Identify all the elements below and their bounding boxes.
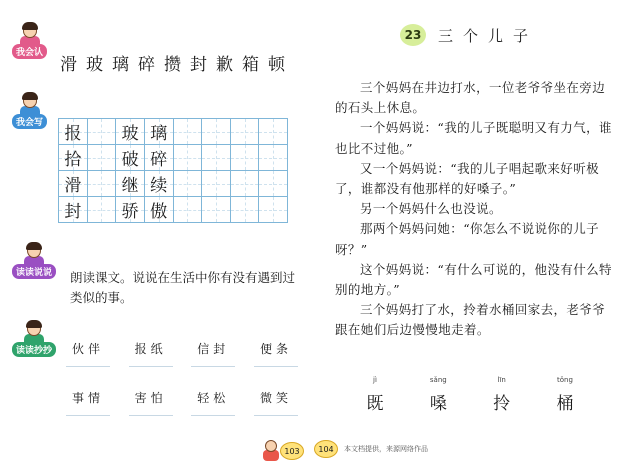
character: 拎 [493, 394, 511, 414]
character: 桶 [556, 394, 574, 414]
grid-cell [173, 119, 202, 145]
page-number: 103 [280, 442, 304, 460]
grid-character: 报 [64, 124, 82, 144]
grid-cell [59, 171, 88, 197]
pinyin-item [355, 376, 395, 414]
grid-cell [87, 119, 116, 145]
grid-character: 滑 [64, 176, 82, 196]
grid-cell [116, 145, 145, 171]
mascot-icon [262, 440, 280, 462]
grid-cell [230, 171, 259, 197]
pinyin: jì [373, 376, 377, 384]
grid-cell [144, 197, 173, 223]
lesson-header [400, 24, 538, 46]
grid-cell [259, 197, 288, 223]
learn-badge [12, 24, 47, 59]
pinyin-item [545, 376, 585, 414]
page-number: 104 [314, 440, 338, 458]
paragraph: 又一个妈妈说：“我的儿子唱起歌来好听极了，谁都没有他那样的好嗓子。” [335, 160, 599, 197]
paragraph: 三个妈妈在井边打水，一位老爷爷坐在旁边的石头上休息。 [335, 80, 606, 116]
paragraph: 另一个妈妈什么也没说。 [360, 201, 502, 217]
grid-cell [230, 119, 259, 145]
word-row [62, 389, 302, 416]
word: 事情 [62, 389, 114, 416]
paragraph: 这个妈妈说：“有什么可说的，他没有什么特别的地方。” [335, 261, 612, 298]
child-reading-icon [17, 24, 43, 46]
grid-cell [173, 171, 202, 197]
grid-cell [259, 145, 288, 171]
character: 既 [366, 394, 384, 414]
character: 嗓 [429, 394, 447, 414]
grid-cell [87, 171, 116, 197]
grid-character: 碎 [150, 150, 168, 170]
pinyin-item [418, 376, 458, 414]
write-label: 我会写 [12, 114, 47, 129]
read-instruction: 朗读课文。说说在生活中你有没有遇到过类似的事。 [70, 270, 296, 305]
right-page [310, 0, 620, 473]
pinyin: līn [497, 376, 506, 384]
word: 报纸 [125, 340, 177, 367]
paragraph: 那两个妈妈问她：“你怎么不说说你的儿子呀？” [335, 221, 599, 257]
paragraph: 三个妈妈打了水，拎着水桶回家去，老爷爷跟在她们后边慢慢地走着。 [335, 302, 606, 338]
learn-label: 我会认 [12, 44, 47, 59]
grid-cell [116, 197, 145, 223]
grid-cell [144, 171, 173, 197]
word: 轻松 [187, 389, 239, 416]
footer-text: 本文档提供，来源网络作品 [344, 445, 428, 453]
pinyin: sǎng [429, 376, 447, 384]
pinyin: tǒng [557, 376, 573, 384]
grid-character: 继 [121, 176, 139, 196]
pinyin-characters [355, 376, 585, 414]
grid-character: 续 [150, 176, 168, 196]
write-badge [12, 94, 47, 129]
grid-character: 封 [64, 202, 82, 222]
lesson-title: 三个儿子 [438, 26, 539, 45]
grid-cell [59, 197, 88, 223]
grid-row [59, 145, 288, 171]
read-badge [12, 244, 56, 279]
pinyin-item [482, 376, 522, 414]
grid-cell [230, 145, 259, 171]
grid-cell [87, 197, 116, 223]
copy-words [62, 340, 302, 438]
grid-character: 骄 [121, 202, 139, 222]
left-footer [262, 440, 304, 462]
child-copying-icon [21, 322, 47, 344]
grid-row [59, 197, 288, 223]
word: 伙伴 [62, 340, 114, 367]
word: 微笑 [250, 389, 302, 416]
grid-character: 破 [121, 150, 139, 170]
grid-cell [59, 145, 88, 171]
story-text [335, 78, 617, 341]
grid-cell [202, 171, 231, 197]
word-row [62, 340, 302, 367]
grid-cell [202, 145, 231, 171]
word: 信封 [187, 340, 239, 367]
grid-cell [259, 171, 288, 197]
child-speaking-icon [21, 244, 47, 266]
grid-cell [87, 145, 116, 171]
grid-cell [173, 197, 202, 223]
grid-cell [259, 119, 288, 145]
grid-cell [202, 119, 231, 145]
copy-badge [12, 322, 56, 357]
read-label: 读读说说 [12, 264, 56, 279]
grid-cell [59, 119, 88, 145]
new-characters: 滑玻璃碎攒封歉箱顿 [60, 55, 294, 75]
word: 害怕 [125, 389, 177, 416]
grid-character: 拾 [64, 150, 82, 170]
grid-cell [116, 119, 145, 145]
paragraph: 一个妈妈说：“我的儿子既聪明又有力气，谁也比不过他。” [335, 120, 612, 156]
copy-label: 读读抄抄 [12, 342, 56, 357]
grid-character: 玻 [121, 124, 139, 144]
grid-cell [202, 197, 231, 223]
grid-cell [230, 197, 259, 223]
grid-character: 璃 [150, 124, 168, 144]
grid-row [59, 119, 288, 145]
writing-grid [58, 118, 288, 223]
grid-cell [144, 145, 173, 171]
grid-character: 傲 [150, 202, 168, 222]
child-writing-icon [17, 94, 43, 116]
lesson-number: 23 [400, 24, 426, 46]
grid-cell [116, 171, 145, 197]
grid-cell [173, 145, 202, 171]
right-footer [314, 440, 428, 458]
grid-cell [144, 119, 173, 145]
word: 便条 [250, 340, 302, 367]
grid-row [59, 171, 288, 197]
